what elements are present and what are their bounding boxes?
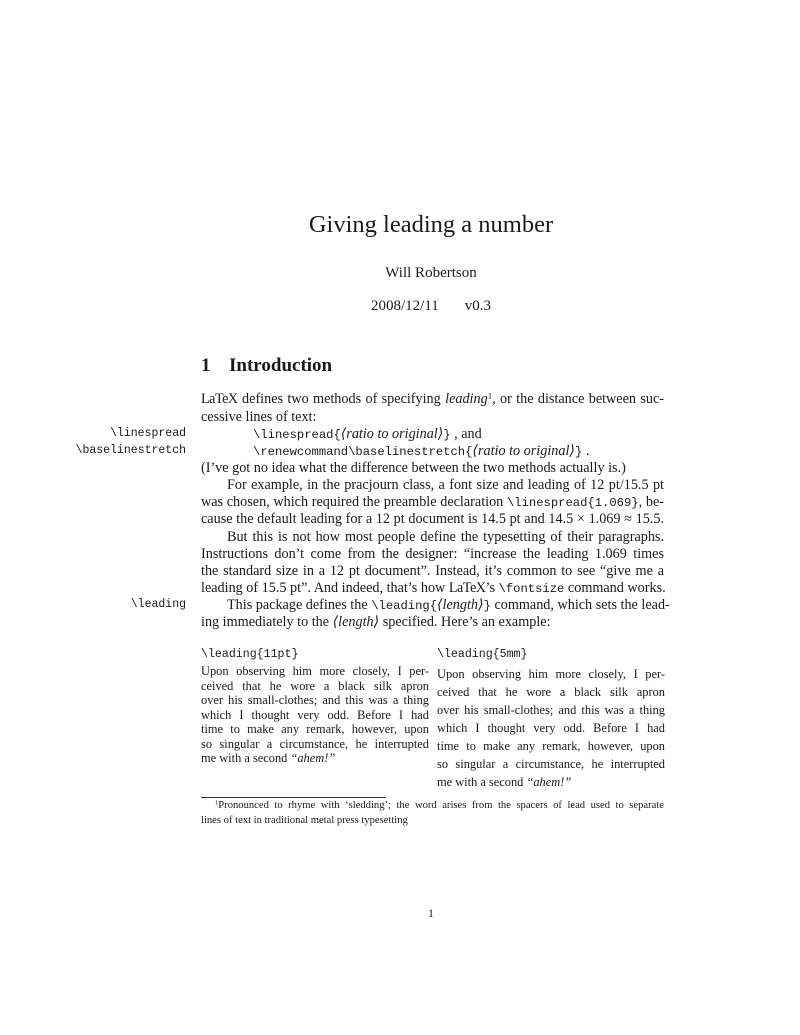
text-run: command, which sets the lead- [490, 597, 670, 613]
section-number: 1 [201, 355, 211, 376]
argument: ⟨ratio to original⟩ [472, 443, 575, 459]
example-line [437, 775, 665, 790]
paragraph-line: cause the default leading for a 12 pt document is 14.5 pt and 14.5 × 1.069 ≈ 15.5. [201, 511, 664, 527]
text-run: , and [450, 426, 482, 442]
example-line: over his small-clothes; and this was a thing [437, 703, 665, 717]
example-line: time to make any remark, however, upon [437, 739, 665, 753]
paragraph-line: the standard size in a 12 pt document”. Instead, it’s common to see “give me a [201, 563, 664, 579]
example-code: \leading{5mm} [437, 648, 528, 661]
code: } [443, 428, 451, 442]
footnote-mark[interactable]: 1 [487, 390, 493, 401]
margin-note-linespread: \linespread [110, 427, 186, 440]
emphasis: leading [445, 391, 488, 407]
paragraph-line: (I’ve got no idea what the difference between the two methods actually is.) [201, 460, 626, 476]
margin-note-leading: \leading [130, 598, 186, 611]
example-line: over his small-clothes; and this was a thing [201, 693, 429, 707]
footnote-mark: 1 [215, 799, 219, 807]
example-line: ceived that he wore a black silk apron [437, 685, 665, 699]
example-line: which I thought very odd. Before I had [201, 707, 429, 722]
section-title: Introduction [229, 355, 333, 376]
footnote-line: lines of text in traditional metal press typesetting [201, 815, 408, 826]
example-line: which I thought very odd. Before I had [437, 721, 665, 735]
paragraph-line [201, 494, 664, 512]
paragraph-line: Instructions don’t come from the designer: “increase the leading 1.069 times [201, 546, 664, 562]
emphasis: “ahem!” [526, 775, 572, 789]
code: } [574, 445, 583, 459]
argument: ⟨ratio to original⟩ [340, 426, 444, 442]
code: \fontsize [498, 582, 565, 596]
text-run: . [582, 443, 590, 459]
example-code: \leading{11pt} [201, 648, 299, 661]
margin-note-baselinestretch: \baselinestretch [75, 444, 186, 457]
paragraph-line [201, 614, 664, 631]
example-line: so singular a circumstance, he interrupted [437, 757, 665, 771]
text-run: specified. Here’s an example: [379, 614, 551, 630]
example-line: Upon observing him more closely, I per- [437, 667, 665, 681]
text-run: , or the distance between suc- [492, 391, 664, 407]
argument: ⟨length⟩ [332, 614, 380, 630]
text-run: , be- [638, 494, 664, 510]
code: \renewcommand\baselinestretch{ [253, 445, 473, 459]
example-line: Upon observing him more closely, I per- [201, 664, 429, 678]
command-syntax-linespread [253, 426, 716, 444]
latex-logo: LaTeX [448, 580, 486, 596]
latex-logo: LaTeX [201, 391, 238, 407]
footnote-rule [201, 797, 386, 798]
emphasis: “ahem!” [290, 751, 336, 765]
code: } [483, 599, 491, 613]
paragraph-line: But this is not how most people define the typesetting of their paragraphs. [227, 529, 664, 545]
text-run: me with a second [437, 775, 527, 789]
paragraph-line: For example, in the pracjourn class, a font size and leading of 12 pt/15.5 pt [227, 477, 664, 493]
paragraph-line [201, 391, 664, 408]
example-line: ceived that he wore a black silk apron [201, 678, 429, 693]
example-line: so singular a circumstance, he interrupted [201, 736, 429, 751]
page-number: 1 [428, 906, 434, 920]
paragraph-line [201, 597, 670, 615]
text-run: leading of 15.5 pt”. And indeed, that’s how [201, 580, 449, 596]
argument: ⟨length⟩ [437, 597, 484, 613]
command-syntax-baselinestretch [253, 443, 716, 461]
text-run: me with a second [201, 751, 291, 765]
text-run: command works. [564, 580, 666, 596]
code: \linespread{1.069} [506, 496, 639, 510]
example-line [201, 751, 429, 766]
document-title: Giving leading a number [308, 211, 554, 238]
text-run: was chosen, which required the preamble declaration [201, 494, 507, 510]
example-line: time to make any remark, however, upon [201, 722, 429, 736]
document-date: 2008/12/11 [370, 298, 439, 314]
document-version: v0.3 [464, 298, 492, 314]
document-date-version [0, 298, 800, 315]
section-heading [201, 355, 332, 377]
text-run: defines two methods of specifying [237, 391, 446, 407]
text-run: This package defines the [227, 597, 372, 613]
text-run: Pronounced to rhyme with ‘sledding’; the word arises from the spacers of lead used to separate [218, 800, 664, 811]
code: \leading{ [371, 599, 438, 613]
code: \linespread{ [253, 428, 341, 442]
paragraph-line: cessive lines of text: [201, 409, 317, 425]
paragraph-line [201, 580, 664, 598]
text-run: ing immediately to the [201, 614, 333, 630]
document-author: Will Robertson [385, 265, 477, 281]
text-run: ’s [485, 580, 499, 596]
footnote-line [201, 800, 664, 811]
